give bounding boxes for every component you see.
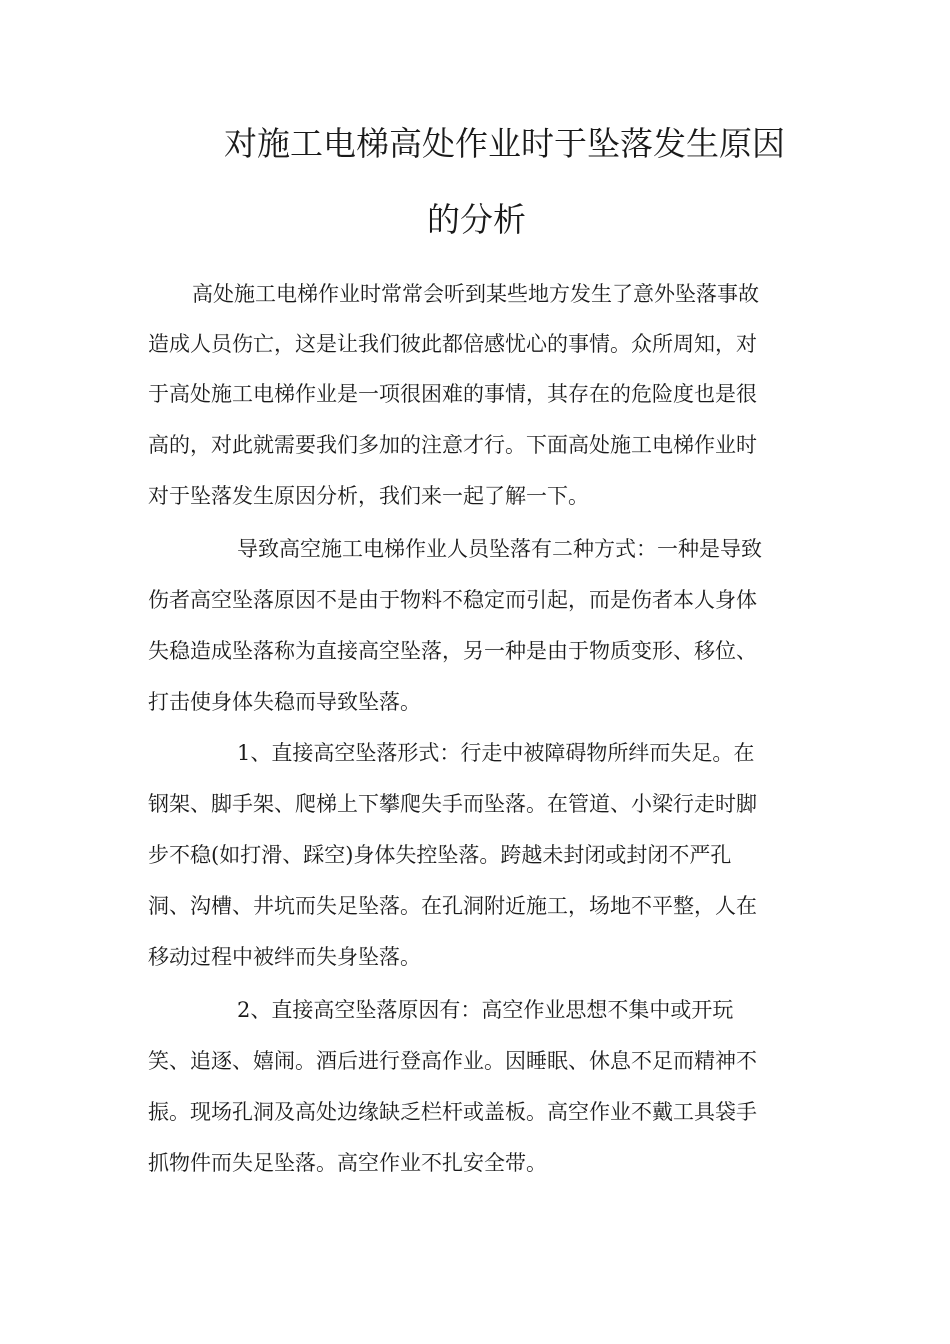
paragraph-line: 导致高空施工电梯作业人员坠落有二种方式：一种是导致 <box>237 537 762 561</box>
paragraph-line: 钢架、脚手架、爬梯上下攀爬失手而坠落。在管道、小梁行走时脚 <box>148 792 757 816</box>
paragraph-line: 笑、追逐、嬉闹。酒后进行登高作业。因睡眠、休息不足而精神不 <box>148 1049 757 1073</box>
paragraph-line: 步不稳(如打滑、踩空)身体失控坠落。跨越未封闭或封闭不严孔 <box>148 843 732 867</box>
paragraph-line: 抓物件而失足坠落。高空作业不扎安全带。 <box>148 1151 547 1175</box>
paragraph-line: 移动过程中被绊而失身坠落。 <box>148 945 421 969</box>
paragraph-line: 失稳造成坠落称为直接高空坠落，另一种是由于物质变形、移位、 <box>148 639 757 663</box>
paragraph-line: 2、直接高空坠落原因有：高空作业思想不集中或开玩 <box>237 998 734 1022</box>
document-title-line-2: 的分析 <box>427 200 526 239</box>
paragraph-line: 高的，对此就需要我们多加的注意才行。下面高处施工电梯作业时 <box>148 433 757 457</box>
paragraph-line: 洞、沟槽、井坑而失足坠落。在孔洞附近施工，场地不平整，人在 <box>148 894 757 918</box>
paragraph-line: 1、直接高空坠落形式：行走中被障碍物所绊而失足。在 <box>237 741 755 765</box>
paragraph-line: 对于坠落发生原因分析，我们来一起了解一下。 <box>148 484 589 508</box>
paragraph-line: 造成人员伤亡，这是让我们彼此都倍感忧心的事情。众所周知，对 <box>148 332 757 356</box>
paragraph-line: 打击使身体失稳而导致坠落。 <box>148 690 421 714</box>
paragraph-line: 振。现场孔洞及高处边缘缺乏栏杆或盖板。高空作业不戴工具袋手 <box>148 1100 757 1124</box>
paragraph-line: 伤者高空坠落原因不是由于物料不稳定而引起，而是伤者本人身体 <box>148 588 757 612</box>
paragraph-line: 高处施工电梯作业时常常会听到某些地方发生了意外坠落事故 <box>192 282 759 306</box>
paragraph-line: 于高处施工电梯作业是一项很困难的事情，其存在的危险度也是很 <box>148 382 757 406</box>
document-title-line-1: 对施工电梯高处作业时于坠落发生原因 <box>224 124 785 163</box>
